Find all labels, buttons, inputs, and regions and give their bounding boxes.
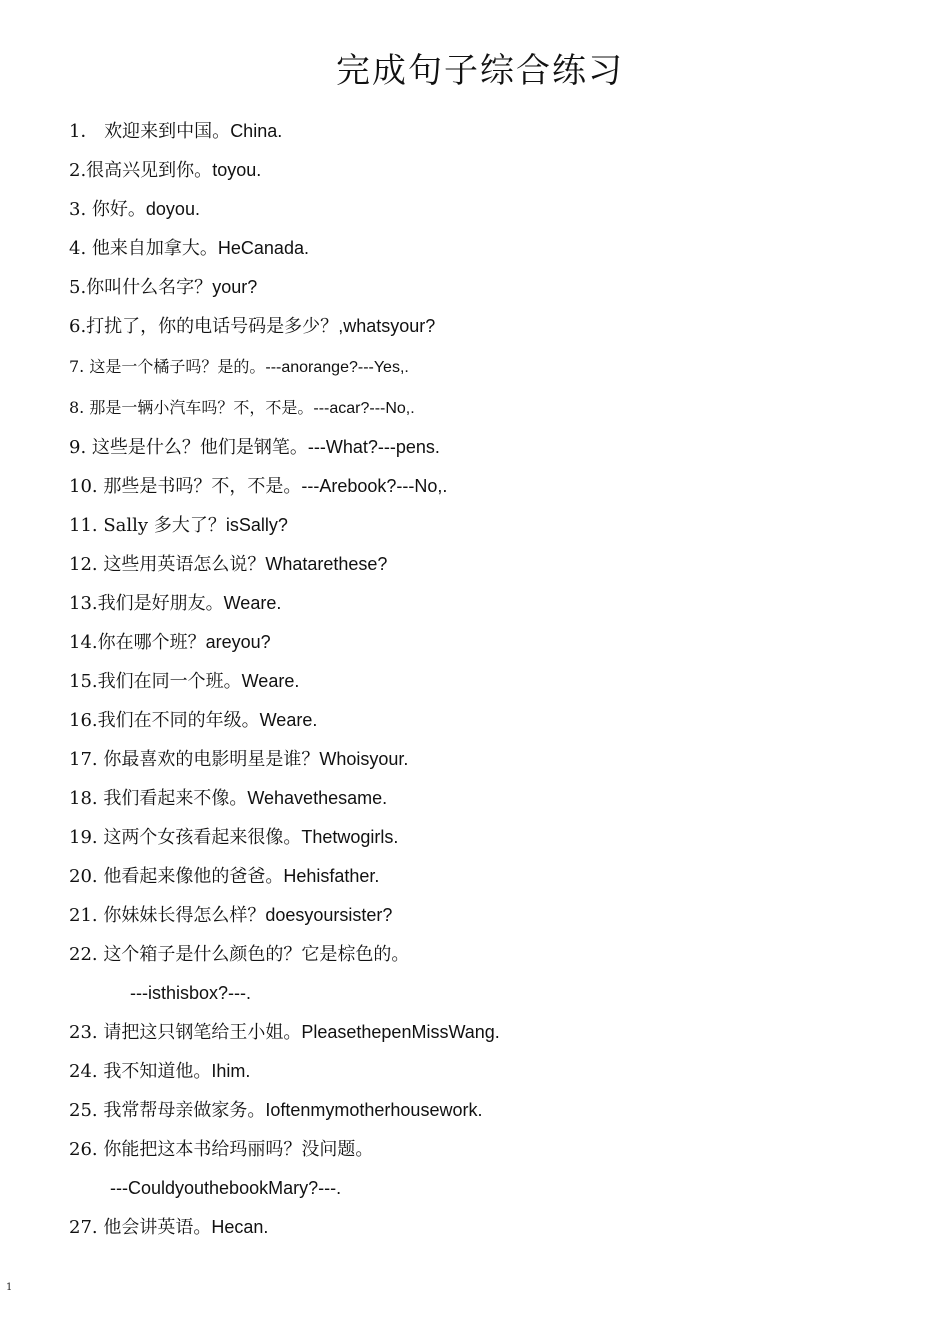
- exercise-item-27: 27. 他会讲英语。Hecan.: [69, 1217, 269, 1238]
- exercise-item-26-answer-line: ---CouldyouthebookMary?---.: [110, 1178, 342, 1198]
- exercise-item-21: 21. 你妹妹长得怎么样？doesyoursister?: [69, 905, 393, 926]
- exercise-item-14: 14.你在哪个班？areyou?: [69, 632, 271, 653]
- exercise-item-23: 23. 请把这只钢笔给王小姐。PleasethepenMissWang.: [69, 1022, 500, 1043]
- exercise-item-26: 26. 你能把这本书给玛丽吗？没问题。: [69, 1139, 374, 1160]
- exercise-item-25: 25. 我常帮母亲做家务。Ioftenmymotherhousework.: [69, 1100, 483, 1121]
- exercise-item-24: 24. 我不知道他。Ihim.: [69, 1061, 251, 1082]
- exercise-item-4: 4. 他来自加拿大。HeCanada.: [69, 238, 309, 259]
- exercise-item-1: 1． 欢迎来到中国。China.: [69, 121, 283, 142]
- exercise-item-18: 18. 我们看起来不像。Wehavethesame.: [69, 788, 388, 809]
- exercise-item-15: 15.我们在同一个班。Weare.: [69, 671, 300, 692]
- exercise-item-9: 9. 这些是什么？他们是钢笔。---What?---pens.: [69, 437, 440, 458]
- exercise-item-22-answer-line: ---isthisbox?---.: [130, 983, 252, 1003]
- exercise-item-2: 2.很高兴见到你。toyou.: [69, 160, 262, 181]
- exercise-item-13: 13.我们是好朋友。Weare.: [69, 593, 282, 614]
- document-title: 完成句子综合练习: [336, 51, 624, 91]
- exercise-item-11: 11. Sally 多大了？isSally?: [69, 515, 288, 536]
- exercise-item-20: 20. 他看起来像他的爸爸。Hehisfather.: [69, 866, 380, 887]
- page-number: 1: [6, 1282, 13, 1293]
- exercise-item-5: 5.你叫什么名字？your?: [69, 277, 258, 298]
- exercise-item-10: 10. 那些是书吗？不，不是。---Arebook?---No,.: [69, 476, 448, 497]
- exercise-list: [69, 112, 909, 1247]
- exercise-item-7: 7. 这是一个橘子吗？是的。---anorange?---Yes,.: [69, 357, 409, 376]
- exercise-item-22: 22. 这个箱子是什么颜色的？它是棕色的。: [69, 944, 410, 965]
- exercise-item-16: 16.我们在不同的年级。Weare.: [69, 710, 318, 731]
- exercise-item-19: 19. 这两个女孩看起来很像。Thetwogirls.: [69, 827, 399, 848]
- exercise-item-12: 12. 这些用英语怎么说？Whatarethese?: [69, 554, 388, 575]
- exercise-item-6: 6.打扰了，你的电话号码是多少？,whatsyour?: [69, 316, 436, 337]
- exercise-item-8: 8. 那是一辆小汽车吗？不，不是。---acar?---No,.: [69, 398, 415, 417]
- exercise-item-17: 17. 你最喜欢的电影明星是谁？Whoisyour.: [69, 749, 409, 770]
- exercise-item-3: 3. 你好。doyou.: [69, 199, 200, 220]
